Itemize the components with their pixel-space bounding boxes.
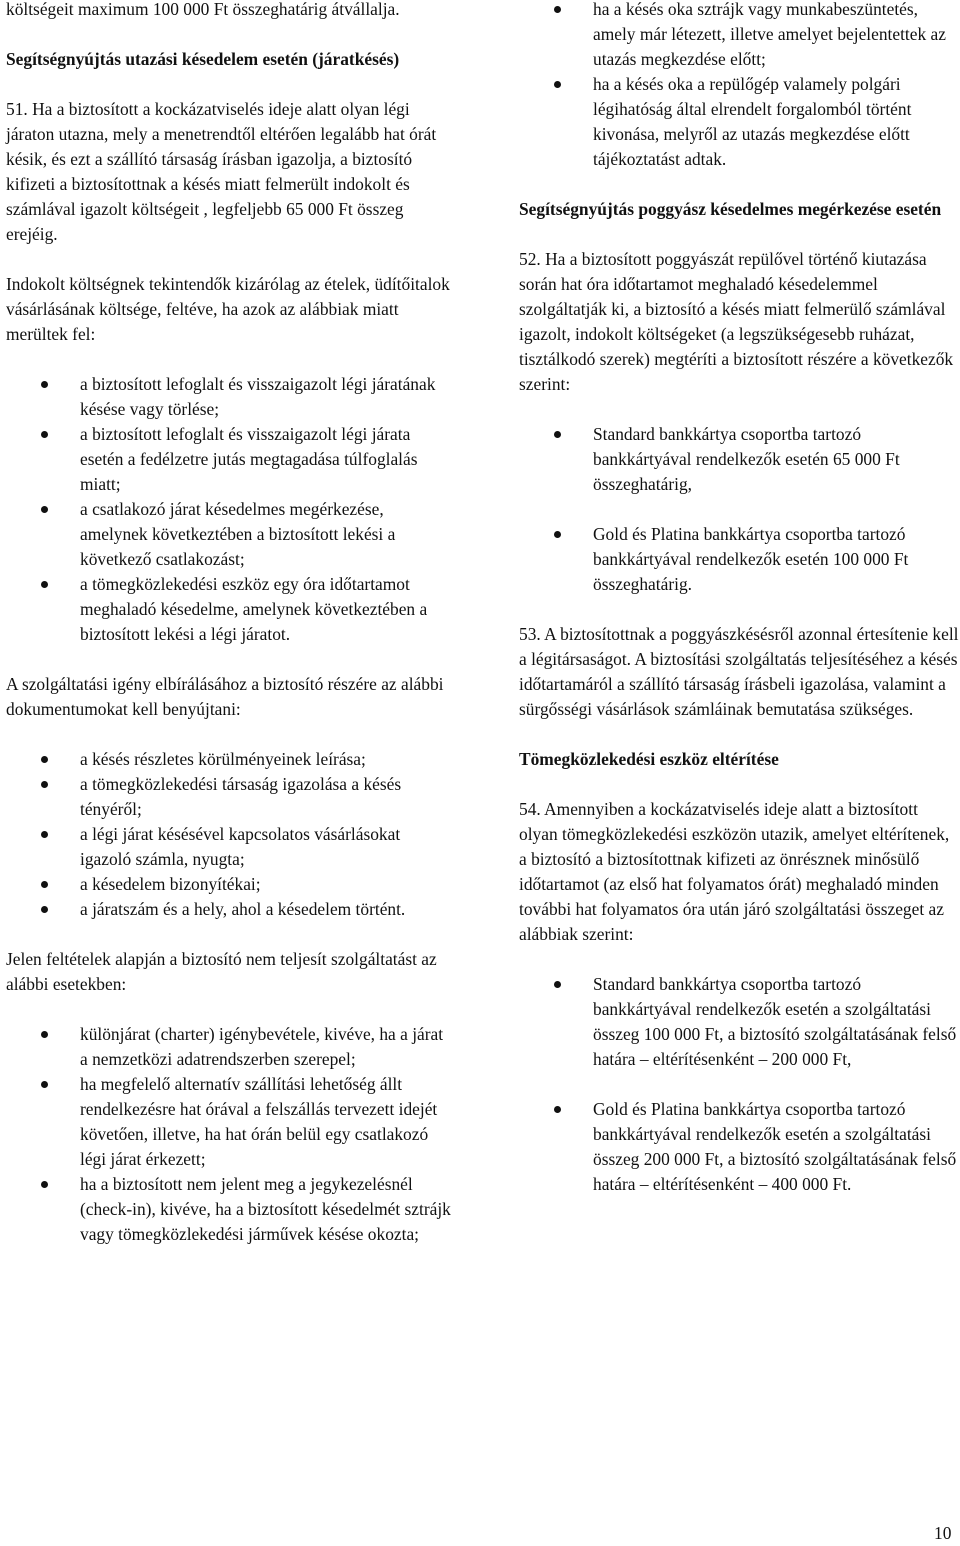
list-item: ha megfelelő alternatív szállítási lehetőség állt rendelkezésre hat órával a felszállás tervezett idejét követően, illetve, ha hat órán belül egy csatlakozó légi járat érkezett; [6,1072,453,1172]
list-item: a tömegközlekedési társaság igazolása a késés tényéről; [6,772,453,822]
list-item: Standard bankkártya csoportba tartozó bankkártyával rendelkezők esetén 65 000 Ft összeghatárig, [519,422,960,497]
list-item: ha a késés oka sztrájk vagy munkabeszüntetés, amely már létezett, illetve amelyet bejelentettek az utazás megkezdése előtt; [519,0,960,72]
documents-list [6,747,453,922]
paragraph-54: 54. Amennyiben a kockázatviselés ideje alatt a biztosított olyan tömegközlekedési eszközön utazik, amelyet eltérítenek, a biztosító a biztosítottnak kifizeti az önrésznek minősülő időtartamot (az első hat folyamatos órát) meghaladó minden további hat folyamatos óra után járó szolgáltatási összeget az alábbiak szerint: [519,799,950,944]
list-item: Standard bankkártya csoportba tartozó bankkártyával rendelkezők esetén a szolgáltatási összeg 100 000 Ft, a biztosító szolgáltatásának felső határa – eltérítésenként – 200 000 Ft, [519,972,960,1072]
left-column [6,0,453,1272]
paragraph-53: 53. A biztosítottnak a poggyászkésésről azonnal értesítenie kell a légitársaságot. A biztosítási szolgáltatás teljesítéséhez a késés időtartamáról a szállító társaság írásbeli igazolása, valamint a sürgősségi vásárlások számláinak bemutatása szükséges. [519,624,959,719]
list-item: különjárat (charter) igénybevétele, kivéve, ha a járat a nemzetközi adatrendszerben szerepel; [6,1022,453,1072]
list-item: a csatlakozó járat késedelmes megérkezése, amelynek következtében a biztosított lekési a következő csatlakozást; [6,497,453,572]
list-item: a tömegközlekedési eszköz egy óra időtartamot meghaladó késedelme, amelynek következtében a biztosított lekési a légi járatot. [6,572,453,647]
hijack-amounts-list [519,972,960,1197]
list-item: Gold és Platina bankkártya csoportba tartozó bankkártyával rendelkezők esetén a szolgáltatási összeg 200 000 Ft, a biztosító szolgáltatásának felső határa – eltérítésenként – 400 000 Ft. [519,1097,960,1197]
heading-travel-delay: Segítségnyújtás utazási késedelem esetén (járatkésés) [6,49,400,69]
delay-reasons-list [6,372,453,647]
list-item: a biztosított lefoglalt és visszaigazolt légi járata esetén a fedélzetre jutás megtagadása túlfoglalás miatt; [6,422,453,497]
intro-tail: költségeit maximum 100 000 Ft összeghatárig átvállalja. [6,0,400,19]
list-item: a járatszám és a hely, ahol a késedelem történt. [6,897,453,922]
list-item: a biztosított lefoglalt és visszaigazolt légi járatának késése vagy törlése; [6,372,453,422]
paragraph-52: 52. Ha a biztosított poggyászát repülővel történő kiutazása során hat óra időtartamot meghaladó késedelemmel szolgáltatják ki, a biztosító a késés miatt felmerülő számlával igazolt, indokolt költségeket (a legszükségesebb ruházat, tisztálkodó szerek) megtéríti a biztosított részére a következők szerint: [519,249,954,394]
list-item: a késés részletes körülményeinek leírása; [6,747,453,772]
right-column [519,0,960,1222]
paragraph-reasonable-costs: Indokolt költségnek tekintendők kizárólag az ételek, üdítőitalok vásárlásának költsége, feltéve, ha azok az alábbiak miatt merültek fel: [6,274,450,344]
paragraph-exclusions: Jelen feltételek alapján a biztosító nem teljesít szolgáltatást az alábbi esetekben: [6,949,437,994]
list-item: Gold és Platina bankkártya csoportba tartozó bankkártyával rendelkezők esetén 100 000 Ft összeghatárig. [519,522,960,597]
list-item: a légi járat késésével kapcsolatos vásárlásokat igazoló számla, nyugta; [6,822,453,872]
exclusions-list-continued [519,0,960,172]
list-item: a késedelem bizonyítékai; [6,872,453,897]
paragraph-51: 51. Ha a biztosított a kockázatviselés ideje alatt olyan légi járaton utazna, mely a menetrendtől eltérően legalább hat órát késik, és ezt a szállító társaság írásban igazolja, a biztosító kifizeti a biztosítottnak a késés miatt felmerült indokolt és számlával igazolt költségeit , legfeljebb 65 000 Ft összeg erejéig. [6,99,437,244]
list-item: ha a biztosított nem jelent meg a jegykezelésnél (check-in), kivéve, ha a biztosított késedelmét sztrájk vagy tömegközlekedési járművek késése okozta; [6,1172,453,1247]
baggage-limits-list [519,422,960,597]
paragraph-required-documents: A szolgáltatási igény elbírálásához a biztosító részére az alábbi dokumentumokat kell benyújtani: [6,674,444,719]
exclusions-list [6,1022,453,1247]
page-number: 10 [934,1523,952,1543]
heading-baggage-delay: Segítségnyújtás poggyász késedelmes megérkezése esetén [519,199,942,219]
heading-hijacking: Tömegközlekedési eszköz eltérítése [519,749,779,769]
list-item: ha a késés oka a repülőgép valamely polgári légihatóság által elrendelt forgalomból történt kivonása, melyről az utazás megkezdése előtt tájékoztatást adtak. [519,72,960,172]
